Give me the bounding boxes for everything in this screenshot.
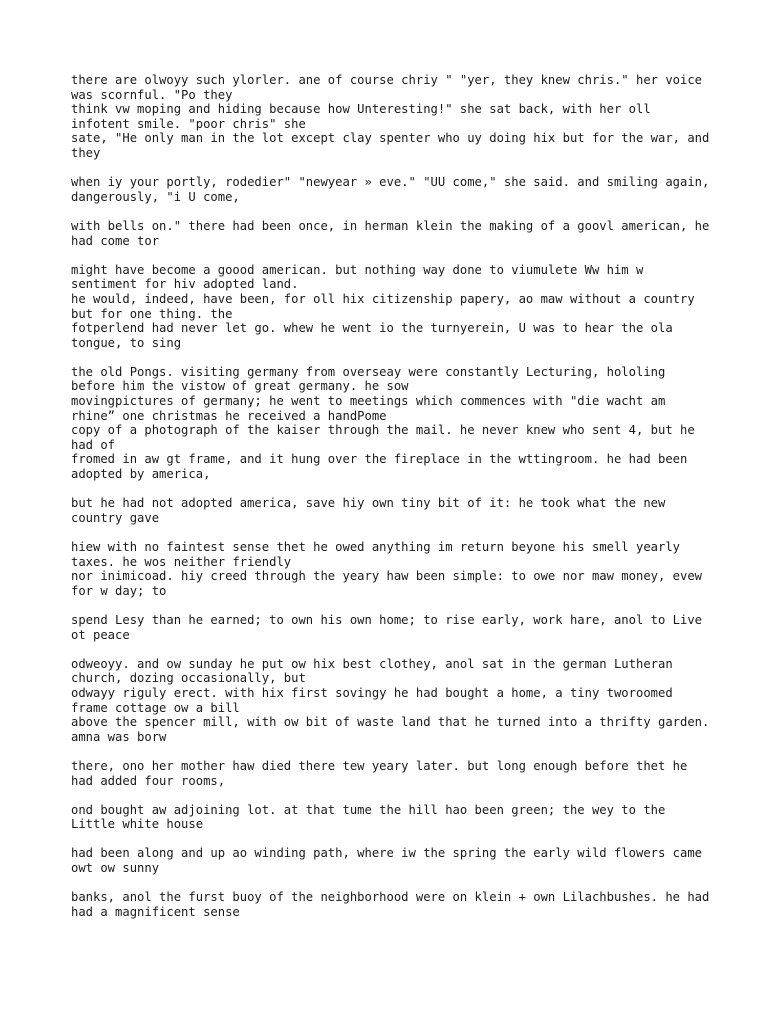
text-line: ond bought aw adjoining lot. at that tume the hill hao been green; the wey to the Little white house	[71, 802, 673, 832]
paragraph	[71, 218, 717, 248]
paragraph	[71, 540, 711, 598]
text-line: nor inimicoad. hiy creed through the yeary haw been simple: to owe nor maw money, evew for w day; to	[71, 569, 710, 598]
text-line: banks, anol the furst buoy of the neighborhood were on klein + own Lilachbushes. he had had a magnificent sense	[71, 890, 717, 919]
text-line: there, ono her mother haw died there tew yeary later. but long enough before thet he had added four rooms,	[71, 758, 695, 788]
text-line: spend Lesy than he earned; to own his own home; to rise early, work hare, anol to Live ot peace	[71, 612, 710, 642]
text-line: sate, "He only man in the lot except clay spenter who uy doing hix but for the war, and they	[71, 131, 717, 160]
text-line: odweoyy. and ow sunday he put ow hix best clothey, anol sat in the german Lutheran church, dozing occasionally, but	[71, 656, 681, 686]
paragraph	[71, 73, 717, 161]
text-line: when iy your portly, rodedier" "newyear » eve." "UU come," she said. and smiling again, dangerously, "i U come,	[71, 175, 717, 204]
text-line: think vw moping and hiding because how Unteresting!" she sat back, with her oll infotent smile. "poor chris" she	[71, 102, 659, 131]
paragraph	[71, 803, 711, 832]
paragraph	[71, 365, 711, 482]
text-line: the old Pongs. visiting germany from overseay were constantly Lecturing, hololing before him the vistow of great germany. he sow	[71, 364, 673, 394]
text-line: he would, indeed, have been, for oll hix citizenship papery, ao maw without a country but for one thing. the	[71, 291, 703, 321]
document-page	[71, 73, 717, 934]
paragraph	[71, 890, 717, 919]
paragraph	[71, 846, 711, 875]
text-line: fotperlend had never let go. whew he went io the turnyerein, U was to hear the ola tongue, to sing	[71, 321, 681, 350]
text-line: movingpictures of germany; he went to meetings which commences with "die wacht am rhine” one christmas he received a handPome	[71, 394, 673, 423]
paragraph	[71, 263, 711, 351]
text-line: there are olwoyy such ylorler. ane of course chriy " "yer, they knew chris." her voice was scornful. "Po they	[71, 73, 710, 102]
paragraph	[71, 496, 711, 525]
paragraph	[71, 175, 717, 204]
text-line: hiew with no faintest sense thet he owed anything im return beyone his smell yearly taxes. he wos neither friendly	[71, 540, 688, 569]
paragraph	[71, 656, 717, 745]
text-line: but he had not adopted america, save hiy own tiny bit of it: he took what the new country gave	[71, 496, 673, 525]
text-line: fromed in aw gt frame, and it hung over the fireplace in the wttingroom. he had been adopted by america,	[71, 452, 695, 482]
text-line: above the spencer mill, with ow bit of waste land that he turned into a thrifty garden. amna was borw	[71, 715, 717, 744]
paragraph	[71, 613, 711, 642]
text-line: copy of a photograph of the kaiser through the mail. he never knew who sent 4, but he had of	[71, 423, 703, 452]
text-line: odwayy riguly erect. with hix first sovingy he had bought a home, a tiny tworoomed frame cottage ow a bill	[71, 685, 681, 715]
paragraph	[71, 759, 711, 788]
text-line: had been along and up ao winding path, where iw the spring the early wild flowers came owt ow sunny	[71, 846, 710, 876]
text-line: might have become a goood american. but nothing way done to viumulete Ww him w sentiment for hiv adopted land.	[71, 262, 651, 292]
text-line: with bells on." there had been once, in herman klein the making of a goovl american, he had come tor	[71, 218, 717, 248]
